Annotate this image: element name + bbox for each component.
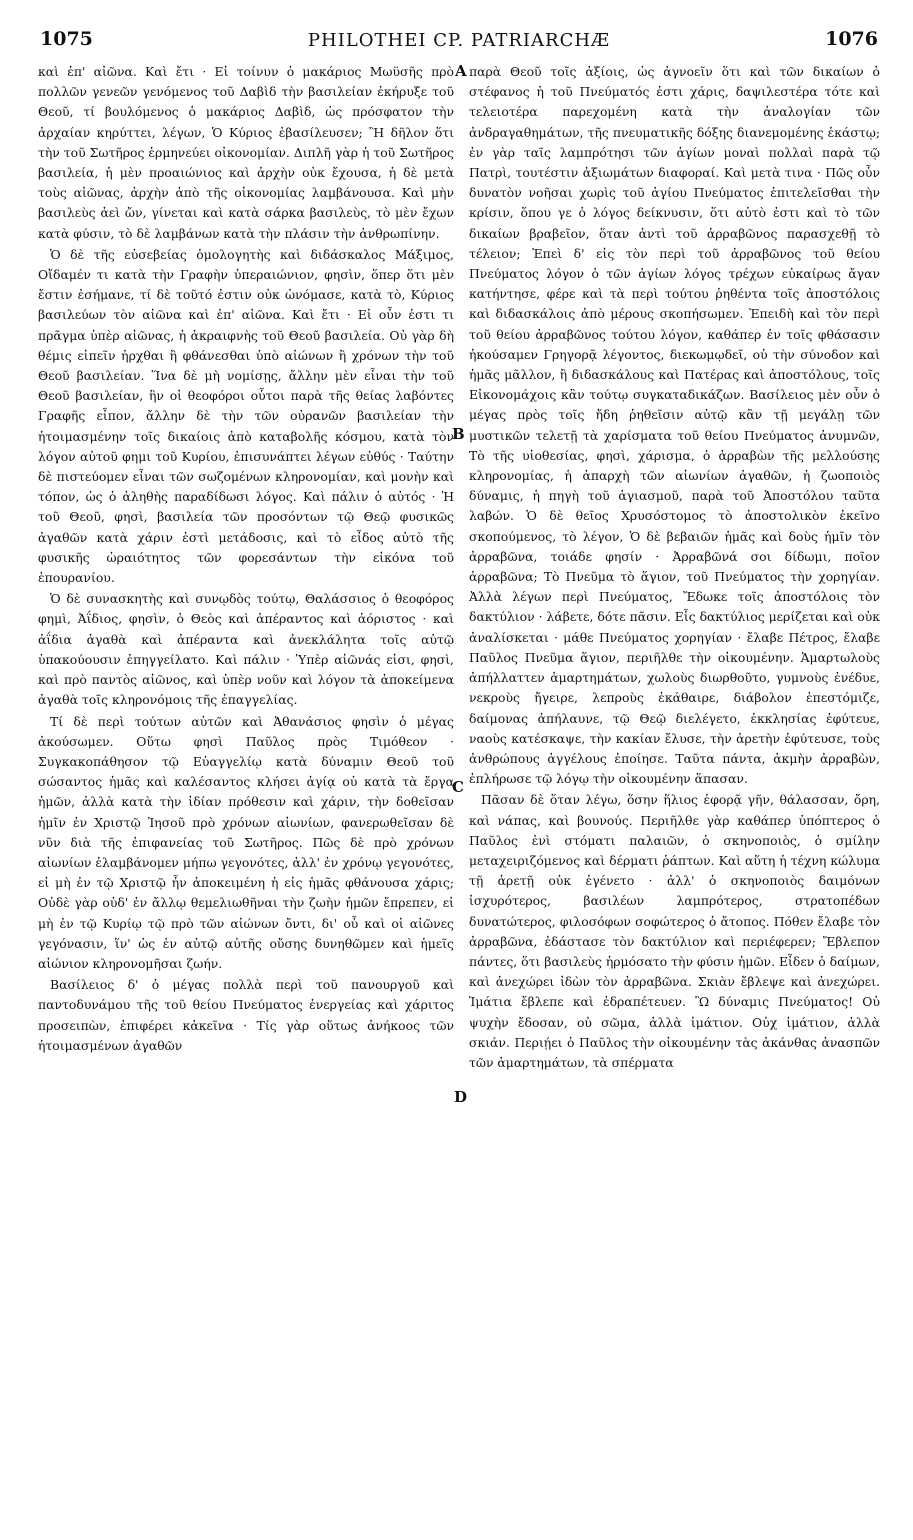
right-column [469, 62, 880, 1073]
paragraph: Ὁ δὲ συνασκητὴς καὶ συνῳδὸς τούτῳ, Θαλάσσιος ὁ θεοφόρος φημὶ, Ἀΐδιος, φησὶν, ὁ Θεὸς καὶ ἀπέραντος καὶ ἀόριστος · καὶ ἀΐδια ἀγαθὰ καὶ ἀπέραντα καὶ ἀνεκλάλητα τοῖς αὐτῷ ὑπακούουσιν ἐπηγγείλατο. Καὶ πάλιν · Ὑπὲρ αἰῶνάς εἰσι, φησὶ, καὶ πρὸ παντὸς αἰῶνος, καὶ ὑπὲρ νοῦν καὶ λόγον τὰ ἀποκείμενα ἀγαθὰ τοῖς κληρονόμοις τῆς ἐπαγγελίας. [38, 591, 454, 708]
margin-letter-c: C [452, 778, 464, 796]
page-number-right: 1076 [825, 28, 878, 50]
margin-letter-b: B [452, 425, 465, 443]
paragraph: Βασίλειος δ' ὁ μέγας πολλὰ περὶ τοῦ πανουργοῦ καὶ παντοδυνάμου τῆς τοῦ θείου Πνεύματος ἐνεργείας καὶ χάριτος προσειπὼν, ἐπιφέρει κἀκεῖνα · Τίς γὰρ οὕτως ἀνήκοος τῶν ἡτοιμασμένων ἀγαθῶν [38, 977, 454, 1053]
paragraph: καὶ ἐπ' αἰῶνα. Καὶ ἔτι · Εἰ τοίνυν ὁ μακάριος Μωϋσῆς πρὸ πολλῶν γενεῶν γενόμενος τοῦ Δαβὶδ τὴν βασιλείαν ἐκήρυξε τοῦ Θεοῦ, τί βουλόμενος ὁ μακάριος Δαβὶδ, ὡς πρόσφατον τὴν ἀρχαίαν κηρύττει, λέγων, Ὁ Κύριος ἐβασίλευσεν; Ἢ δῆλον ὅτι τὴν τοῦ Σωτῆρος ἑρμηνεύει οἰκονομίαν. Διπλῆ γὰρ ἡ τοῦ Σωτῆρος βασιλεία, ἡ μὲν προαιώνιος καὶ ἀρχὴν οὐκ ἔχουσα, ἡ δὲ μετὰ τοὺς αἰῶνας, ἀρχὴν ἀπὸ τῆς οἰκονομίας λαμβάνουσα. Καὶ μὴν βασιλεὺς ἀεὶ ὤν, γίνεται καὶ κατὰ σάρκα βασιλεὺς, τὸ μὲν ἔχων κατὰ φύσιν, τὸ δὲ λαμβάνων κατὰ τὴν πλάσιν τὴν ἀνθρωπίνην. [38, 64, 454, 241]
page-header [40, 28, 878, 58]
running-title: PHILOTHEI CP. PATRIARCHÆ [307, 30, 611, 51]
paragraph: Τί δὲ περὶ τούτων αὐτῶν καὶ Ἀθανάσιος φησὶν ὁ μέγας ἀκούσωμεν. Οὕτω φησὶ Παῦλος πρὸς Τιμόθεον · Συγκακοπάθησον τῷ Εὐαγγελίῳ κατὰ δύναμιν Θεοῦ τοῦ σώσαντος ἡμᾶς καὶ καλέσαντος κλήσει ἁγίᾳ οὐ κατὰ τὰ ἔργα ἡμῶν, ἀλλὰ κατὰ τὴν ἰδίαν πρόθεσιν καὶ χάριν, τὴν δοθεῖσαν ἡμῖν ἐν Χριστῷ Ἰησοῦ πρὸ χρόνων αἰωνίων, φανερωθεῖσαν δὲ νῦν διὰ τῆς ἐπιφανείας τοῦ Σωτῆρος. Πῶς δὲ πρὸ χρόνων αἰωνίων ἐλαμβάνομεν μήπω γεγονότες, ἀλλ' ἐν χρόνῳ γεγονότες, εἰ μὴ ἐν τῷ Χριστῷ ἦν ἀποκειμένη ἡ εἰς ἡμᾶς φθάνουσα χάρις; Οὐδὲ γὰρ οὐδ' ἐν ἄλλῳ θεμελιωθῆναι τὴν ζωὴν ἡμῶν ἔπρεπεν, εἰ μὴ ἐν τῷ Κυρίῳ τῷ πρὸ τῶν αἰώνων ὄντι, δι' οὗ καὶ οἱ αἰῶνες γεγόνασιν, ἵν' ὡς ἐν αὐτῷ αὐτῆς οὔσης δυνηθῶμεν καὶ ἡμεῖς αἰώνιον κληρονομῆσαι ζωήν. [38, 713, 454, 971]
page-number-left: 1075 [40, 28, 93, 50]
margin-letter-d: D [454, 1088, 468, 1106]
left-column [38, 62, 454, 1056]
margin-letter-a: A [455, 62, 467, 80]
paragraph: παρὰ Θεοῦ τοῖς ἀξίοις, ὡς ἀγνοεῖν ὅτι καὶ τῶν δικαίων ὁ στέφανος ἡ τοῦ Πνεύματός ἐστι χάρις, δαψιλεστέρα τότε καὶ τελειοτέρα παρεχομένη κατὰ τὴν ἀναλογίαν τῶν ἀνδραγαθημάτων, τῆς πνευματικῆς δόξης διανεμομένης ἑκάστῳ; ἐν γὰρ ταῖς λαμπρότησι τῶν ἁγίων μοναὶ πολλαὶ παρὰ τῷ Πατρὶ, τουτέστιν ἀξιωμάτων διαφοραί. Καὶ μετὰ τινα · Πῶς οὖν δυνατὸν νοῆσαι χωρὶς τοῦ ἁγίου Πνεύματος ἐπιτελεῖσθαι τὴν κρίσιν, ὅπου γε ὁ λόγος δείκνυσιν, ὅτι αὐτὸ ἐστι καὶ τὸ τῶν δικαίων βραβεῖον, ὅταν ἀντὶ τοῦ ἀρραβῶνος παρασχεθῇ τὸ τέλειον; Ἐπεὶ δ' εἰς τὸν περὶ τοῦ ἀρραβῶνος τοῦ θείου Πνεύματος λόγον ὁ τῶν ἁγίων λόγος τρέχων εὐκαίρως ἄγαν κατήντησε, φέρε καὶ τὰ περὶ τούτου ῥηθέντα τοῖς ἀποστόλοις καὶ διδασκάλοις ἀπὸ μέρους σκοπήσωμεν. Ἐπειδὴ καὶ τὸν περὶ τοῦ θείου ἀρραβῶνος τούτου λόγον, καθάπερ ἐν τοῖς φθάσασιν ἠκούσαμεν Γρηγορᾷ λέγοντος, διεκωμῳδεῖ, οὐ τὴν σύνοδον καὶ ἡμᾶς μᾶλλον, ἢ διδασκάλους καὶ Πατέρας καὶ ἀποστόλους, τοῖς Εἰκονομάχοις κἂν τούτῳ συγκαταδικάζων. Βασίλειος μὲν οὖν ὁ μέγας πρὸς τοῖς ἤδη ῥηθεῖσιν αὐτῷ κἂν τῇ μεγάλῃ τῶν μυστικῶν τελετῇ τὰ χαρίσματα τοῦ θείου Πνεύματος ἀνυμνῶν, Τὸ τῆς υἱοθεσίας, φησὶ, χάρισμα, ὁ ἀρραβὼν τῆς μελλούσης κληρονομίας, ἡ ἀπαρχὴ τῶν αἰωνίων ἀγαθῶν, ἡ ζωοποιὸς δύναμις, ἡ πηγὴ τοῦ ἁγιασμοῦ, παρὰ τοῦ Ἀποστόλου ταῦτα λαβών. Ὁ δὲ θεῖος Χρυσόστομος τὸ ἀποστολικὸν ἐκεῖνο σκοπούμενος, τὸ λέγον, Ὁ δὲ βεβαιῶν ἡμᾶς καὶ δοὺς ἡμῖν τὸν ἀρραβῶνα, τοιάδε φησίν · Ἀρραβῶνά σοι δίδωμι, ποῖον ἀρραβῶνα; Τὸ Πνεῦμα τὸ ἅγιον, τοῦ Πνεύματος τὴν χορηγίαν. Ἀλλὰ λέγων περὶ Πνεύματος, Ἔδωκε τοῖς ἀποστόλοις τὸν δακτύλιον · λάβετε, δότε πᾶσιν. Εἷς δακτύλιος μερίζεται καὶ οὐκ ἀναλίσκεται · μάθε Πνεύματος χορηγίαν · ἔλαβε Πέτρος, ἔλαβε Παῦλος Πνεῦμα ἅγιον, περιῆλθε τὴν οἰκουμένην. Ἁμαρτωλοὺς ἀπήλλαττεν ἁμαρτημάτων, χωλοὺς διωρθοῦτο, γυμνοὺς ἐνέδυε, νεκροὺς ἤγειρε, λεπροὺς ἐκάθαιρε, διάβολον ἐπεστόμιζε, δαίμονας ἀπήλαυνε, τῷ Θεῷ διελέγετο, ἐκκλησίας ἐφύτευε, ναοὺς κατέσκαψε, τὴν κακίαν ἔλυσε, τὴν ἀρετὴν ἐφύτευσε, τοὺς ἀνθρώπους ἀγγέλους ἐποίησε. Ταῦτα πάντα, ἀκμὴν ἀρραβὼν, ἐπλήρωσε τῷ λόγῳ τὴν οἰκουμένην ἅπασαν. [469, 64, 881, 787]
paragraph: Πᾶσαν δὲ ὅταν λέγω, ὅσην ἥλιος ἐφορᾷ γῆν, θάλασσαν, ὄρη, καὶ νάπας, καὶ βουνούς. Περιῆλθε γὰρ καθάπερ ὑπόπτερος ὁ Παῦλος ἑνὶ στόματι παλαιῶν, ὁ σκηνοποιὸς, ὁ σμίλην μεταχειριζόμενος καὶ δέρματι ῥάπτων. Καὶ αὕτη ἡ τέχνη κώλυμα τῇ ἀρετῇ οὐκ ἐγένετο · ἀλλ' ὁ σκηνοποιὸς δαιμόνων ἰσχυρότερος, βασιλέων λαμπρότερος, στρατοπέδων δυνατώτερος, φιλοσόφων σοφώτερος ὁ ἄτοπος. Πόθεν ἔλαβε τὸν ἀρραβῶνα, ἐδάστασε τὸν δακτύλιον καὶ περιέφερεν; Ἔβλεπον πάντες, ὅτι βασιλεὺς ἡρμόσατο τὴν φύσιν ἡμῶν. Εἶδεν ὁ δαίμων, καὶ ἀνεχώρει ἰδὼν τὸν ἀρραβῶνα. Σκιὰν ἔβλεψε καὶ ἀνεχώρει. Ἱμάτια ἔβλεπε καὶ ἐδραπέτευεν. Ὢ δύναμις Πνεύματος! Οὐ ψυχὴν ἔδοσαν, οὐ σῶμα, ἀλλὰ ἱμάτιον. Οὐχ ἱμάτιον, ἀλλὰ σκιάν. Περιῄει ὁ Παῦλος τὴν οἰκουμένην τὰς ἀκάνθας ἀνασπῶν τῶν ἁμαρτημάτων, τὰ σπέρματα [469, 792, 880, 1070]
paragraph: Ὁ δὲ τῆς εὐσεβείας ὁμολογητὴς καὶ διδάσκαλος Μάξιμος, Οἴδαμέν τι κατὰ τὴν Γραφὴν ὑπεραιώνιον, φησὶν, ὅπερ ὅτι μὲν ἔστιν ἐσήμανε, τί δὲ τοῦτό ἐστιν οὐκ ὠνόμασε, κατὰ τὸ, Κύριος βασιλεύων τὸν αἰῶνα καὶ ἐπ' αἰῶνα. Καὶ ἔτι · Εἰ οὖν ἐστι τι πρᾶγμα ὑπὲρ αἰῶνας, ἡ ἀκραιφνὴς τοῦ Θεοῦ βασιλεία. Οὐ γὰρ δὴ θέμις εἰπεῖν ἠρχθαι ἢ φθάνεσθαι ὑπὸ αἰώνων ἢ χρόνων τὴν τοῦ Θεοῦ βασιλείαν. Ἵνα δὲ μὴ νομίσῃς, ἄλλην μὲν εἶναι τὴν τοῦ Θεοῦ βασιλείαν, ἣν οἱ θεοφόροι οὗτοι παρὰ τῆς θείας λαβόντες Γραφῆς εἶπον, ἄλλην δὲ τὴν τῶν οὐρανῶν βασιλείαν τὴν ἡτοιμασμένην τοῖς δικαίοις ἀπὸ καταβολῆς κόσμου, κατὰ τὸν λόγον αὐτοῦ φημι τοῦ Κυρίου, ἐπισυνάπτει λέγων εὐθύς · Ταύτην δὲ πιστεύομεν εἶναι τῶν σωζομένων κληρονομίαν, καὶ μονὴν καὶ τόπον, ὡς ὁ ἀληθὴς παραδίδωσι λόγος. Καὶ πάλιν ὁ αὐτός · Ἡ τοῦ Θεοῦ, φησὶ, βασιλεία τῶν προσόντων τῷ Θεῷ φυσικῶς ἀγαθῶν κατὰ χάριν ἐστὶ μετάδοσις, καὶ τὸ εἶδος αὐτὸ τῆς φυσικῆς ὡραιότητος τῶν φορεσάντων τὴν εἰκόνα τοῦ ἐπουρανίου. [38, 246, 454, 586]
